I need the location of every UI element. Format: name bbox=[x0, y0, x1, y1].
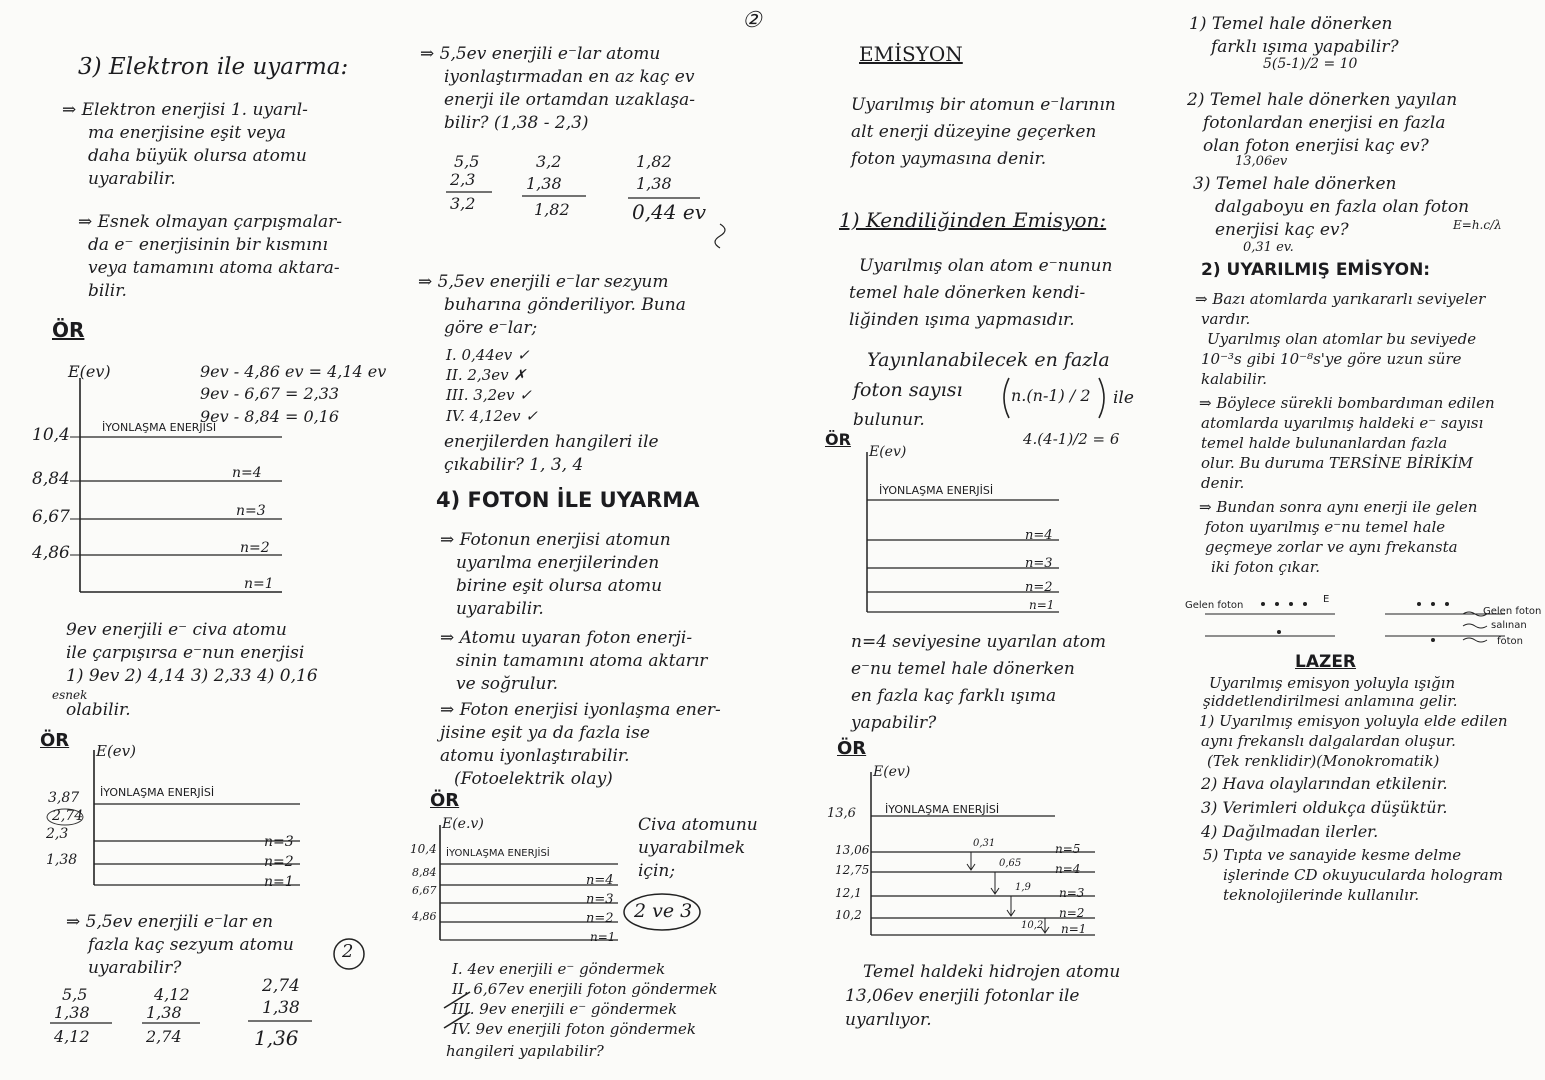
column-3 bbox=[815, 0, 1185, 1080]
d1-calc-2: 9ev - 6,67 = 2,33 bbox=[200, 384, 340, 403]
col3-q1-line4: yapabilir? bbox=[851, 713, 937, 733]
d1-level-3: n=3 bbox=[236, 503, 266, 519]
fig-emitted-label: salınan bbox=[1491, 620, 1527, 631]
col4-q3-line3: enerjisi kaç ev? bbox=[1215, 220, 1349, 240]
col2-q2-line1: ⇒ 5,5ev enerjili e⁻lar sezyum bbox=[418, 272, 669, 292]
d4-level-1: n=1 bbox=[1029, 598, 1055, 612]
c2sub1-b: 2,3 bbox=[450, 170, 476, 189]
col2-p3-line1: ⇒ Foton enerjisi iyonlaşma ener- bbox=[440, 700, 721, 720]
stimulated-emission-figure bbox=[1185, 0, 1545, 1080]
example-label-5: ÖR bbox=[837, 738, 867, 759]
d5-arrow-val-3: 1,9 bbox=[1015, 882, 1031, 893]
d1-value-2: 8,84 bbox=[32, 469, 70, 489]
col4-q1-line2: farklı ışıma yapabilir? bbox=[1211, 37, 1399, 57]
d5-value-4: 12,1 bbox=[835, 886, 862, 900]
section-title-photon-excitation: 4) FOTON İLE UYARMA bbox=[436, 488, 700, 512]
d2-value-1: 3,87 bbox=[48, 790, 80, 806]
col2-q1-line2: iyonlaştırmadan en az kaç ev bbox=[444, 67, 695, 87]
d4-level-2: n=2 bbox=[1025, 580, 1053, 595]
d3-level-2: n=2 bbox=[586, 911, 614, 926]
col3-formula: n.(n-1) / 2 bbox=[1011, 386, 1091, 405]
d5-axis-label: E(ev) bbox=[873, 764, 911, 780]
d1-ionization-label: İYONLAŞMA ENERJİSİ bbox=[102, 421, 217, 434]
d1-level-1: n=1 bbox=[244, 576, 274, 592]
fig-photon-label: foton bbox=[1497, 636, 1524, 647]
col2-option-1: I. 0,44ev ✓ bbox=[446, 346, 530, 364]
col2-q1-line4: bilir? (1,38 - 2,3) bbox=[444, 113, 589, 133]
col4-p2-line2: 10⁻³s gibi 10⁻⁸s'ye göre uzun süre bbox=[1201, 350, 1462, 368]
col4-q3-line1: 3) Temel hale dönerken bbox=[1193, 174, 1397, 194]
sub1-c: 4,12 bbox=[54, 1027, 90, 1046]
sub1-b: 1,38 bbox=[54, 1003, 90, 1022]
col4-p4-line4: iki foton çıkar. bbox=[1211, 558, 1321, 576]
d2-value-3: 2,3 bbox=[46, 826, 69, 842]
col3-calc: 4.(4-1)/2 = 6 bbox=[1023, 430, 1120, 448]
col1-p3-line3: 1) 9ev 2) 4,14 3) 2,33 4) 0,16 bbox=[66, 666, 318, 686]
col2-p1-line4: uyarabilir. bbox=[456, 599, 544, 619]
page-number-mark: ② bbox=[742, 8, 762, 33]
col3-p3-line1: Yayınlanabilecek en fazla bbox=[867, 349, 1110, 371]
col4-q1-line1: 1) Temel hale dönerken bbox=[1189, 14, 1393, 34]
sub3-c: 1,36 bbox=[254, 1026, 299, 1050]
col4-q3-answer: 0,31 ev. bbox=[1243, 240, 1294, 255]
sub-lines-col1 bbox=[0, 0, 420, 1080]
d5-arrow-val-4: 10,2 bbox=[1021, 920, 1044, 931]
col3-q1-line1: n=4 seviyesine uyarılan atom bbox=[851, 632, 1106, 652]
col4-p3-line4: olur. Bu duruma TERSİNE BİRİKİM bbox=[1201, 454, 1473, 472]
col2-option-3: III. 3,2ev ✓ bbox=[446, 386, 532, 404]
d5-value-2: 13,06 bbox=[835, 843, 870, 857]
col2-q1-line3: enerji ile ortamdan uzaklaşa- bbox=[444, 90, 695, 110]
d4-ionization-label: İYONLAŞMA ENERJİSİ bbox=[879, 484, 994, 497]
col4-p3-line2: atomlarda uyarılmış haldeki e⁻ sayısı bbox=[1201, 414, 1484, 432]
section-title-laser: LAZER bbox=[1295, 652, 1357, 672]
col1-p1-line1: ⇒ Elektron enerjisi 1. uyarıl- bbox=[62, 100, 308, 120]
example-label-4: ÖR bbox=[825, 430, 851, 449]
col4-q3-line2: dalgaboyu en fazla olan foton bbox=[1215, 197, 1470, 217]
col1-p3-line2: ile çarpışırsa e⁻nun enerjisi bbox=[66, 643, 305, 663]
laser-item-5c: teknolojilerinde kullanılır. bbox=[1223, 886, 1420, 904]
d5-level-1: n=1 bbox=[1061, 922, 1087, 936]
c2sub1-c: 3,2 bbox=[450, 194, 476, 213]
d2-level-1: n=1 bbox=[264, 874, 294, 890]
col4-p1-line2: vardır. bbox=[1201, 310, 1251, 328]
d1-calc-1: 9ev - 4,86 ev = 4,14 ev bbox=[200, 362, 387, 381]
d1-level-2: n=2 bbox=[240, 540, 270, 556]
col3-p1-line3: foton yaymasına denir. bbox=[851, 149, 1047, 169]
col4-q1-calc: 5(5-1)/2 = 10 bbox=[1263, 56, 1358, 72]
d5-value-1: 13,6 bbox=[827, 806, 856, 821]
col4-q3-formula: E=h.c/λ bbox=[1453, 218, 1502, 232]
col4-p2-line3: kalabilir. bbox=[1201, 370, 1268, 388]
c2sub3-c: 0,44 ev bbox=[632, 200, 707, 224]
d2-level-3: n=3 bbox=[264, 834, 294, 850]
d2-value-2: 2,74 bbox=[52, 808, 84, 824]
col2-list-question: hangileri yapılabilir? bbox=[446, 1042, 604, 1060]
col2-p1-line2: uyarılma enerjilerinden bbox=[456, 553, 660, 573]
sub2-a: 4,12 bbox=[154, 985, 190, 1004]
laser-item-5b: işlerinde CD okuyucularda hologram bbox=[1223, 866, 1503, 884]
example-label-2: ÖR bbox=[40, 730, 70, 751]
col4-q2-line1: 2) Temel hale dönerken yayılan bbox=[1187, 90, 1458, 110]
laser-item-1b: aynı frekanslı dalgalardan oluşur. bbox=[1201, 732, 1456, 750]
col3-formula-tail: ile bbox=[1113, 388, 1134, 408]
col4-p3-line1: ⇒ Böylece sürekli bombardıman edilen bbox=[1199, 394, 1495, 412]
col1-p3-line4: olabilir. bbox=[66, 700, 131, 720]
d5-arrow-val-1: 0,31 bbox=[973, 838, 996, 849]
d2-value-4: 1,38 bbox=[46, 852, 78, 868]
laser-item-3: 3) Verimleri oldukça düşüktür. bbox=[1201, 798, 1448, 817]
col2-p1-line3: birine eşit olursa atomu bbox=[456, 576, 663, 596]
col1-p2-line3: veya tamamını atoma aktara- bbox=[88, 258, 340, 278]
fig-incoming-photon-right: Gelen foton bbox=[1483, 606, 1542, 617]
col4-p4-line3: geçmeye zorlar ve aynı frekansta bbox=[1205, 538, 1458, 556]
d3-value-2: 8,84 bbox=[412, 866, 437, 879]
col1-p1-line4: uyarabilir. bbox=[88, 169, 176, 189]
col4-p2-line1: Uyarılmış olan atomlar bu seviyede bbox=[1207, 330, 1477, 348]
sub2-c: 2,74 bbox=[146, 1027, 182, 1046]
col2-list-4: IV. 9ev enerjili foton göndermek bbox=[452, 1020, 696, 1038]
col1-p4-answer: 2 bbox=[342, 941, 354, 962]
d3-level-1: n=1 bbox=[590, 930, 616, 944]
col2-p3-line2: jisine eşit ya da fazla ise bbox=[440, 723, 650, 743]
col2-side-2: uyarabilmek bbox=[638, 838, 746, 858]
col4-p5-line1: Uyarılmış emisyon yoluyla ışığın bbox=[1209, 674, 1456, 692]
fig-energy-label: E bbox=[1323, 594, 1330, 605]
col4-q2-line2: fotonlardan enerjisi en fazla bbox=[1203, 113, 1446, 133]
laser-item-1c: (Tek renklidir)(Monokromatik) bbox=[1207, 752, 1440, 770]
col2-option-2: II. 2,3ev ✗ bbox=[446, 366, 526, 384]
col2-q2-line3: göre e⁻lar; bbox=[444, 318, 538, 338]
col1-p2-line2: da e⁻ enerjisinin bir kısmını bbox=[88, 235, 328, 255]
energy-diagram-hydrogen bbox=[815, 0, 1185, 1080]
col3-q2-line1: Temel haldeki hidrojen atomu bbox=[863, 962, 1121, 982]
col3-q1-line3: en fazla kaç farklı ışıma bbox=[851, 686, 1057, 706]
column-1 bbox=[0, 0, 420, 1080]
column-2 bbox=[410, 0, 800, 1080]
laser-item-4: 4) Dağılmadan ilerler. bbox=[1201, 822, 1379, 841]
col3-p2-line3: liğinden ışıma yapmasıdır. bbox=[849, 310, 1075, 330]
col1-p1-line3: daha büyük olursa atomu bbox=[88, 146, 307, 166]
d3-value-4: 4,86 bbox=[412, 910, 437, 923]
col2-p2-line3: ve soğrulur. bbox=[456, 674, 559, 694]
col4-p4-line2: foton uyarılmış e⁻nu temel hale bbox=[1205, 518, 1446, 536]
col2-p3-line4: (Fotoelektrik olay) bbox=[454, 769, 613, 789]
d1-value-1: 10,4 bbox=[32, 425, 70, 445]
d1-value-3: 6,67 bbox=[32, 507, 70, 527]
example-label-3: ÖR bbox=[430, 790, 460, 811]
sub3-b: 1,38 bbox=[262, 998, 300, 1018]
d3-value-3: 6,67 bbox=[412, 884, 437, 897]
col2-q1-line1: ⇒ 5,5ev enerjili e⁻lar atomu bbox=[420, 44, 661, 64]
col2-answer: 2 ve 3 bbox=[634, 900, 693, 922]
col3-p3-line3: bulunur. bbox=[853, 410, 925, 430]
d1-value-4: 4,86 bbox=[32, 543, 70, 563]
col4-p4-line1: ⇒ Bundan sonra aynı enerji ile gelen bbox=[1199, 498, 1478, 516]
col3-q2-line3: uyarılıyor. bbox=[845, 1010, 932, 1030]
d1-calc-3: 9ev - 8,84 = 0,16 bbox=[200, 407, 340, 426]
laser-item-1: 1) Uyarılmış emisyon yoluyla elde edilen bbox=[1199, 712, 1508, 730]
col3-p3-line2: foton sayısı bbox=[853, 379, 963, 401]
col2-p3-line3: atomu iyonlaştırabilir. bbox=[440, 746, 630, 766]
col2-p2-line1: ⇒ Atomu uyaran foton enerji- bbox=[440, 628, 693, 648]
d3-value-1: 10,4 bbox=[410, 842, 437, 856]
d5-ionization-label: İYONLAŞMA ENERJİSİ bbox=[885, 803, 1000, 816]
col1-p4-line1: ⇒ 5,5ev enerjili e⁻lar en bbox=[66, 912, 274, 932]
col2-list-2: II. 6,67ev enerjili foton göndermek bbox=[452, 980, 718, 998]
c2sub3-a: 1,82 bbox=[636, 152, 672, 171]
col4-p1-line1: ⇒ Bazı atomlarda yarıkararlı seviyeler bbox=[1195, 290, 1486, 308]
c2sub2-b: 1,38 bbox=[526, 174, 562, 193]
col3-p2-line2: temel hale dönerken kendi- bbox=[849, 283, 1086, 303]
col1-p2-line1: ⇒ Esnek olmayan çarpışmalar- bbox=[78, 212, 343, 232]
col1-p4-line3: uyarabilir? bbox=[88, 958, 182, 978]
col2-side-3: için; bbox=[638, 861, 676, 881]
d2-ionization-label: İYONLAŞMA ENERJİSİ bbox=[100, 786, 215, 799]
c2sub3-b: 1,38 bbox=[636, 174, 672, 193]
sub1-a: 5,5 bbox=[62, 985, 88, 1004]
col1-p4-line2: fazla kaç sezyum atomu bbox=[88, 935, 294, 955]
d1-level-4: n=4 bbox=[232, 465, 262, 481]
strike-marks bbox=[410, 0, 800, 1080]
col2-list-3: III. 9ev enerjili e⁻ göndermek bbox=[452, 1000, 678, 1018]
col3-q1-line2: e⁻nu temel hale dönerken bbox=[851, 659, 1075, 679]
c2sub2-a: 3,2 bbox=[536, 152, 562, 171]
d3-level-4: n=4 bbox=[586, 873, 614, 888]
d3-axis-label: E(e.v) bbox=[442, 816, 484, 832]
d2-level-2: n=2 bbox=[264, 854, 294, 870]
c2sub2-c: 1,82 bbox=[534, 200, 570, 219]
col4-p3-line5: denir. bbox=[1201, 474, 1245, 492]
c2sub1-a: 5,5 bbox=[454, 152, 480, 171]
col2-p2-line2: sinin tamamını atoma aktarır bbox=[456, 651, 708, 671]
d4-level-3: n=3 bbox=[1025, 556, 1053, 571]
col2-option-4: IV. 4,12ev ✓ bbox=[446, 407, 538, 425]
col4-q2-line3: olan foton enerjisi kaç ev? bbox=[1203, 136, 1429, 156]
col1-p3-line1: 9ev enerjili e⁻ civa atomu bbox=[66, 620, 287, 640]
col2-p1-line1: ⇒ Fotonun enerjisi atomun bbox=[440, 530, 671, 550]
d5-level-3: n=3 bbox=[1059, 886, 1085, 900]
sub3-a: 2,74 bbox=[262, 976, 300, 996]
section-title-stimulated-emission: 2) UYARILMIŞ EMİSYON: bbox=[1201, 260, 1431, 280]
column-4 bbox=[1185, 0, 1545, 1080]
d1-axis-label: E(ev) bbox=[68, 362, 111, 381]
d5-level-2: n=2 bbox=[1059, 906, 1085, 920]
laser-item-2: 2) Hava olaylarından etkilenir. bbox=[1201, 774, 1448, 793]
col3-p1-line1: Uyarılmış bir atomun e⁻larının bbox=[851, 95, 1116, 115]
d4-axis-label: E(ev) bbox=[869, 444, 907, 460]
col1-p2-line4: bilir. bbox=[88, 281, 127, 301]
col1-esnek-note: esnek bbox=[52, 688, 88, 702]
col2-q2-line2: buharına gönderiliyor. Buna bbox=[444, 295, 686, 315]
col2-q2b-line1: enerjilerden hangileri ile bbox=[444, 432, 659, 452]
d3-ionization-label: İYONLAŞMA ENERJİSİ bbox=[446, 848, 550, 859]
d3-level-3: n=3 bbox=[586, 892, 614, 907]
col3-p1-line2: alt enerji düzeyine geçerken bbox=[851, 122, 1097, 142]
d5-arrow-val-2: 0,65 bbox=[999, 858, 1022, 869]
d5-level-5: n=5 bbox=[1055, 842, 1081, 856]
col2-side-1: Civa atomunu bbox=[638, 815, 758, 835]
col3-q2-line2: 13,06ev enerjili fotonlar ile bbox=[845, 986, 1080, 1006]
col4-q2-answer: 13,06ev bbox=[1235, 154, 1288, 169]
d4-level-4: n=4 bbox=[1025, 528, 1053, 543]
d5-value-5: 10,2 bbox=[835, 908, 862, 922]
section-title-electron-excitation: 3) Elektron ile uyarma: bbox=[78, 54, 349, 80]
fig-incoming-photon-left: Gelen foton bbox=[1185, 600, 1244, 611]
col1-p1-line2: ma enerjisine eşit veya bbox=[88, 123, 286, 143]
sub2-b: 1,38 bbox=[146, 1003, 182, 1022]
laser-item-5: 5) Tıpta ve sanayide kesme delme bbox=[1203, 846, 1462, 864]
d2-axis-label: E(ev) bbox=[96, 742, 137, 760]
col2-list-1: I. 4ev enerjili e⁻ göndermek bbox=[452, 960, 666, 978]
col2-q2b-line2: çıkabilir? 1, 3, 4 bbox=[444, 455, 584, 475]
d5-value-3: 12,75 bbox=[835, 863, 870, 877]
d5-level-4: n=4 bbox=[1055, 862, 1081, 876]
col4-p5-line2: şiddetlendirilmesi anlamına gelir. bbox=[1203, 692, 1458, 710]
section-title-emission: EMİSYON bbox=[859, 42, 963, 66]
col4-p3-line3: temel halde bulunanlardan fazla bbox=[1201, 434, 1448, 452]
section-title-spontaneous-emission: 1) Kendiliğinden Emisyon: bbox=[839, 208, 1107, 232]
col3-p2-line1: Uyarılmış olan atom e⁻nunun bbox=[859, 256, 1113, 276]
example-label-1: ÖR bbox=[52, 318, 85, 342]
